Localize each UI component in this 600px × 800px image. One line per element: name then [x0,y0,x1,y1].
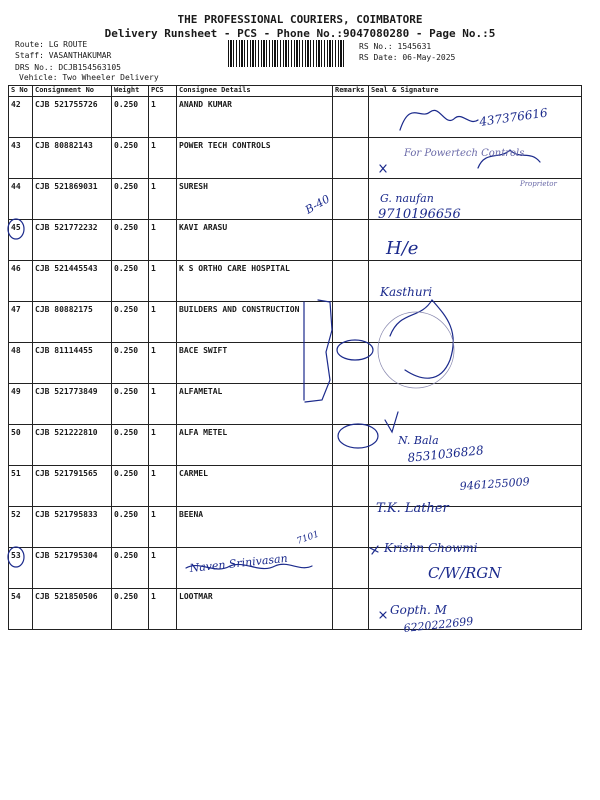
cell-sno: 42 [9,97,33,138]
cell-consignee: K S ORTHO CARE HOSPITAL [177,261,333,302]
table-row [9,589,582,630]
cell-consignment: CJB 521791565 [33,466,112,507]
cell-weight: 0.250 [112,384,149,425]
cell-consignment: CJB 521795304 [33,548,112,589]
cell-remarks [333,425,369,466]
cell-consignment: CJB 521850506 [33,589,112,630]
cell-consignment: CJB 521795833 [33,507,112,548]
col-header-remarks: Remarks [333,86,369,97]
table-row [9,261,582,302]
cell-consignment: CJB 521773849 [33,384,112,425]
col-header-consignment: Consignment No [33,86,112,97]
cell-weight: 0.250 [112,425,149,466]
note-phone-51: 9461255009 [459,475,531,493]
cell-remarks [333,302,369,343]
cell-signature [369,261,582,302]
cell-consignee: BACE SWIFT [177,343,333,384]
cell-remarks [333,97,369,138]
cell-consignment: CJB 521772232 [33,220,112,261]
stamp-powertech: For Powertech Controls [404,148,525,159]
cell-consignment: CJB 521445543 [33,261,112,302]
cell-remarks [333,220,369,261]
cell-pcs: 1 [149,589,177,630]
barcode-image [228,40,346,67]
col-header-consignee: Consignee Details [177,86,333,97]
cell-consignee: BEENA [177,507,333,548]
note-bala-50: N. Bala [398,434,439,447]
table-row [9,97,582,138]
cell-pcs: 1 [149,466,177,507]
cell-pcs: 1 [149,97,177,138]
cell-signature [369,97,582,138]
cell-remarks [333,138,369,179]
cell-sno: 54 [9,589,33,630]
col-header-weight: Weight [112,86,149,97]
cell-weight: 0.250 [112,466,149,507]
table-row [9,548,582,589]
table-row [9,179,582,220]
note-7101: 7101 [295,529,321,547]
rs-date: RS Date: 06-May-2025 [359,53,456,62]
note-b40: B-40 [303,192,333,217]
cell-signature [369,425,582,466]
cell-consignee: ANAND KUMAR [177,97,333,138]
cell-remarks [333,466,369,507]
cell-remarks [333,261,369,302]
cell-signature [369,589,582,630]
cell-pcs: 1 [149,425,177,466]
cell-signature [369,302,582,343]
note-phone-42: 437376616 [478,105,549,129]
table-header-row [9,86,582,97]
table-row [9,466,582,507]
note-he-45: H/e [386,238,419,259]
cell-consignee: ALFAMETAL [177,384,333,425]
cell-consignment: CJB 521755726 [33,97,112,138]
table-row [9,425,582,466]
cell-pcs: 1 [149,220,177,261]
cell-pcs: 1 [149,343,177,384]
cell-remarks [333,343,369,384]
cell-sno: 46 [9,261,33,302]
company-title: THE PROFESSIONAL COURIERS, COIMBATORE [177,13,423,26]
cell-consignment: CJB 80882175 [33,302,112,343]
note-gopth-54: Gopth. M [390,603,447,617]
route-label: Route: LG ROUTE [15,40,88,49]
cell-consignee: BUILDERS AND CONSTRUCTION [177,302,333,343]
cell-sno: 49 [9,384,33,425]
cell-weight: 0.250 [112,220,149,261]
cell-signature [369,138,582,179]
note-kasthuri-46: Kasthuri [380,285,433,299]
cell-remarks [333,384,369,425]
cell-consignment: CJB 81114455 [33,343,112,384]
cell-consignee: KAVI ARASU [177,220,333,261]
note-phone-54: 6220222699 [402,614,474,635]
table-row [9,343,582,384]
note-naven-53: Naven Srinivasan [188,551,289,575]
table-row [9,507,582,548]
cell-remarks [333,507,369,548]
cell-signature [369,343,582,384]
stamp-proprietor: Proprietor [520,180,557,188]
cell-weight: 0.250 [112,548,149,589]
cell-sno: 45 [9,220,33,261]
rs-number: RS No.: 1545631 [359,42,432,51]
cell-weight: 0.250 [112,179,149,220]
cell-sno: 52 [9,507,33,548]
cell-sno: 47 [9,302,33,343]
cell-weight: 0.250 [112,302,149,343]
drs-number: DRS No.: DCJB154563105 [15,63,121,72]
cell-sno: 51 [9,466,33,507]
cell-pcs: 1 [149,384,177,425]
cell-signature [369,179,582,220]
cell-remarks [333,179,369,220]
cell-remarks [333,548,369,589]
cell-consignee: CARMEL [177,466,333,507]
cell-signature [369,220,582,261]
cell-weight: 0.250 [112,343,149,384]
cell-remarks [333,589,369,630]
cell-signature [369,507,582,548]
cell-consignment: CJB 521869031 [33,179,112,220]
cell-consignee: SURESH [177,179,333,220]
table-row [9,384,582,425]
cell-sno: 50 [9,425,33,466]
delivery-table [8,85,582,630]
cell-weight: 0.250 [112,97,149,138]
cell-pcs: 1 [149,138,177,179]
cell-consignee: ALFA METEL [177,425,333,466]
note-signature-52: Krishn Chowmi [384,541,478,555]
cell-sno: 53 [9,548,33,589]
cell-pcs: 1 [149,261,177,302]
col-header-pcs: PCS [149,86,177,97]
cell-signature [369,548,582,589]
table-row [9,220,582,261]
table-row [9,302,582,343]
note-phone-44: 9710196656 [378,207,461,222]
cell-consignee [177,548,333,589]
col-header-signature: Seal & Signature [369,86,582,97]
cell-pcs: 1 [149,179,177,220]
note-signature-44: G. naufan [380,192,434,205]
cell-sno: 48 [9,343,33,384]
cell-consignment: CJB 521222810 [33,425,112,466]
cell-consignee: POWER TECH CONTROLS [177,138,333,179]
cell-sno: 44 [9,179,33,220]
cell-sno: 43 [9,138,33,179]
note-phone-50: 8531036828 [406,443,485,465]
cell-pcs: 1 [149,302,177,343]
cell-weight: 0.250 [112,261,149,302]
cell-signature [369,384,582,425]
vehicle-label: Vehicle: Two Wheeler Delivery [19,73,159,82]
table-row [9,138,582,179]
runsheet-subtitle: Delivery Runsheet - PCS - Phone No.:9047080280 - Page No.:5 [104,27,496,40]
staff-label: Staff: VASANTHAKUMAR [15,51,112,60]
cell-pcs: 1 [149,507,177,548]
cell-consignee: LOOTMAR [177,589,333,630]
cell-weight: 0.250 [112,507,149,548]
cell-weight: 0.250 [112,589,149,630]
cell-pcs: 1 [149,548,177,589]
cell-signature [369,466,582,507]
note-signature-51: T.K. Lather [376,501,449,516]
col-header-sno: S No [9,86,33,97]
cell-weight: 0.250 [112,138,149,179]
cell-consignment: CJB 80882143 [33,138,112,179]
note-cwrgn-53: C/W/RGN [428,564,502,582]
